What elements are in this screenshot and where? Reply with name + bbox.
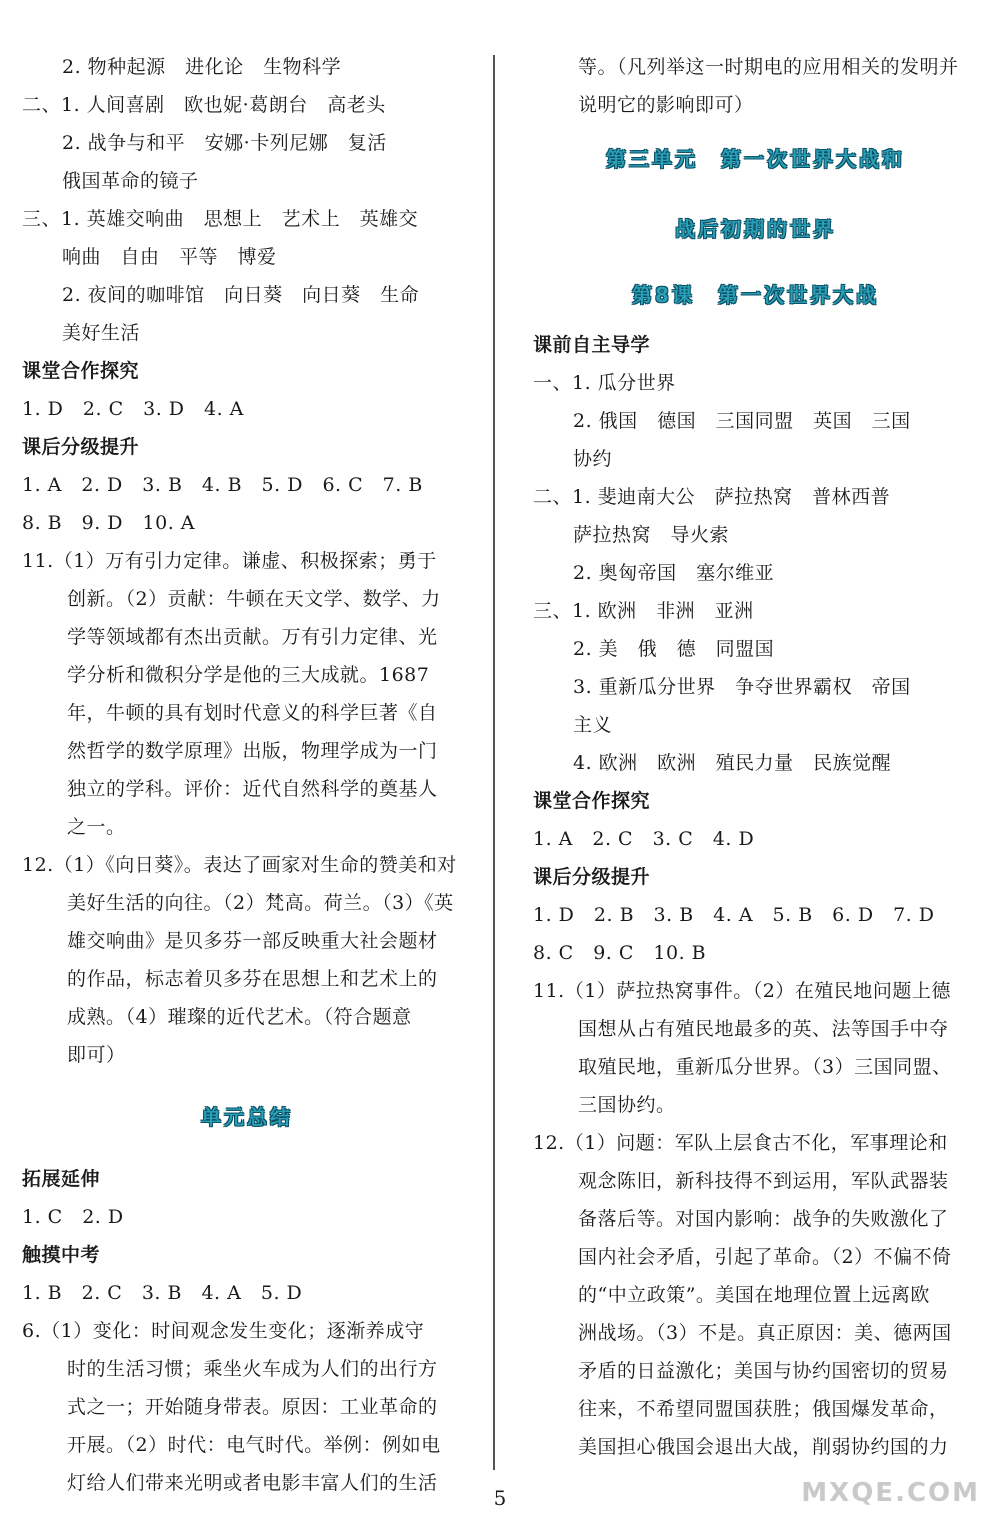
lesson-title: 第8课 第一次世界大战 — [632, 283, 879, 307]
answer-line: 8. C 9. C 10. B — [533, 942, 707, 964]
page-number: 5 — [493, 1486, 507, 1510]
text-line: 4. 欧洲 欧洲 殖民力量 民族觉醒 — [573, 752, 892, 774]
text-line: 的“中立政策”。美国在地理位置上远离欧 — [578, 1284, 930, 1306]
answer-line: 1. B 2. C 3. B 4. A 5. D — [22, 1282, 303, 1304]
text-line: 学等领域都有杰出贡献。万有引力定律、光 — [67, 626, 438, 648]
answer-line: 1. A 2. C 3. C 4. D — [533, 828, 755, 850]
text-line: 二、1. 人间喜剧 欧也妮·葛朗台 高老头 — [22, 94, 386, 116]
text-line: 国想从占有殖民地最多的英、法等国手中夺 — [578, 1018, 949, 1040]
text-line: 美国担心俄国会退出大战，削弱协约国的力 — [578, 1436, 949, 1458]
text-line: 2. 俄国 德国 三国同盟 英国 三国 — [573, 410, 911, 432]
answer-line: 8. B 9. D 10. A — [22, 512, 196, 534]
text-line: 开展。（2）时代：电气时代。举例：例如电 — [67, 1434, 441, 1456]
text-line: 俄国革命的镜子 — [62, 170, 199, 192]
text-line: 协约 — [573, 448, 613, 470]
answer-line: 1. A 2. D 3. B 4. B 5. D 6. C 7. B — [22, 474, 423, 496]
text-line: 等。（凡列举这一时期电的应用相关的发明并 — [578, 56, 959, 78]
text-line: 2. 战争与和平 安娜·卡列尼娜 复活 — [62, 132, 387, 154]
section-heading: 拓展延伸 — [22, 1168, 101, 1190]
summary-title: 单元总结 — [201, 1105, 293, 1129]
text-line: 美好生活 — [62, 322, 141, 344]
right-column — [533, 48, 978, 1466]
text-line: 然哲学的数学原理》出版，物理学成为一门 — [67, 740, 438, 762]
watermark-logo: MXQE.COM — [801, 1478, 980, 1508]
section-heading: 触摸中考 — [22, 1244, 101, 1266]
text-line: 2. 夜间的咖啡馆 向日葵 向日葵 生命 — [62, 284, 420, 306]
text-line: 主义 — [573, 714, 613, 736]
text-line: 11.（1）萨拉热窝事件。（2）在殖民地问题上德 — [533, 980, 951, 1002]
answer-line: 1. D 2. B 3. B 4. A 5. B 6. D 7. D — [533, 904, 935, 926]
text-line: 成熟。（4）璀璨的近代艺术。（符合题意 — [67, 1006, 412, 1028]
text-line: 时的生活习惯；乘坐火车成为人们的出行方 — [67, 1358, 438, 1380]
answer-line: 1. D 2. C 3. D 4. A — [22, 398, 244, 420]
text-line: 灯给人们带来光明或者电影丰富人们的生活 — [67, 1472, 438, 1494]
text-line: 往来，不希望同盟国获胜；俄国爆发革命， — [578, 1398, 949, 1420]
text-line: 年，牛顿的具有划时代意义的科学巨著《自 — [67, 702, 438, 724]
text-line: 雄交响曲》是贝多芬一部反映重大社会题材 — [67, 930, 438, 952]
text-line: 的作品，标志着贝多芬在思想上和艺术上的 — [67, 968, 438, 990]
text-line: 2. 美 俄 德 同盟国 — [573, 638, 775, 660]
text-line: 三国协约。 — [578, 1094, 676, 1116]
answer-line: 1. C 2. D — [22, 1206, 124, 1228]
text-line: 洲战场。（3）不是。真正原因：美、德两国 — [578, 1322, 952, 1344]
text-line: 国内社会矛盾，引起了革命。（2）不偏不倚 — [578, 1246, 952, 1268]
unit-title: 战后初期的世界 — [675, 217, 836, 241]
text-line: 萨拉热窝 导火索 — [573, 524, 730, 546]
section-heading: 课堂合作探究 — [22, 360, 140, 382]
text-line: 11.（1）万有引力定律。谦虚、积极探索；勇于 — [22, 550, 437, 572]
text-line: 说明它的影响即可） — [578, 94, 754, 116]
text-line: 三、1. 英雄交响曲 思想上 艺术上 英雄交 — [22, 208, 419, 230]
text-line: 2. 物种起源 进化论 生物科学 — [62, 56, 342, 78]
text-line: 响曲 自由 平等 博爱 — [62, 246, 277, 268]
text-line: 备落后等。对国内影响：战争的失败激化了 — [578, 1208, 949, 1230]
text-line: 6.（1）变化：时间观念发生变化；逐渐养成守 — [22, 1320, 425, 1342]
text-line: 取殖民地，重新瓜分世界。（3）三国同盟、 — [578, 1056, 952, 1078]
text-line: 一、1. 瓜分世界 — [533, 372, 676, 394]
left-column — [22, 48, 472, 1502]
text-line: 观念陈旧，新科技得不到运用，军队武器装 — [578, 1170, 949, 1192]
text-line: 三、1. 欧洲 非洲 亚洲 — [533, 600, 754, 622]
unit-title: 第三单元 第一次世界大战和 — [606, 147, 905, 171]
text-line: 2. 奥匈帝国 塞尔维亚 — [573, 562, 775, 584]
text-line: 创新。（2）贡献：牛顿在天文学、数学、力 — [67, 588, 441, 610]
text-line: 独立的学科。评价：近代自然科学的奠基人 — [67, 778, 438, 800]
section-heading: 课后分级提升 — [533, 866, 651, 888]
text-line: 矛盾的日益激化；美国与协约国密切的贸易 — [578, 1360, 949, 1382]
section-heading: 课堂合作探究 — [533, 790, 651, 812]
text-line: 之一。 — [67, 816, 126, 838]
text-line: 12.（1）问题：军队上层食古不化，军事理论和 — [533, 1132, 948, 1154]
text-line: 美好生活的向往。（2）梵高。荷兰。（3）《英 — [67, 892, 454, 914]
text-line: 式之一；开始随身带表。原因：工业革命的 — [67, 1396, 438, 1418]
section-heading: 课后分级提升 — [22, 436, 140, 458]
text-line: 二、1. 斐迪南大公 萨拉热窝 普林西普 — [533, 486, 891, 508]
text-line: 3. 重新瓜分世界 争夺世界霸权 帝国 — [573, 676, 911, 698]
section-heading: 课前自主导学 — [533, 334, 651, 356]
text-line: 即可） — [67, 1044, 126, 1066]
column-divider — [493, 55, 495, 1470]
text-line: 12.（1）《向日葵》。表达了画家对生命的赞美和对 — [22, 854, 457, 876]
text-line: 学分析和微积分学是他的三大成就。1687 — [67, 664, 430, 686]
